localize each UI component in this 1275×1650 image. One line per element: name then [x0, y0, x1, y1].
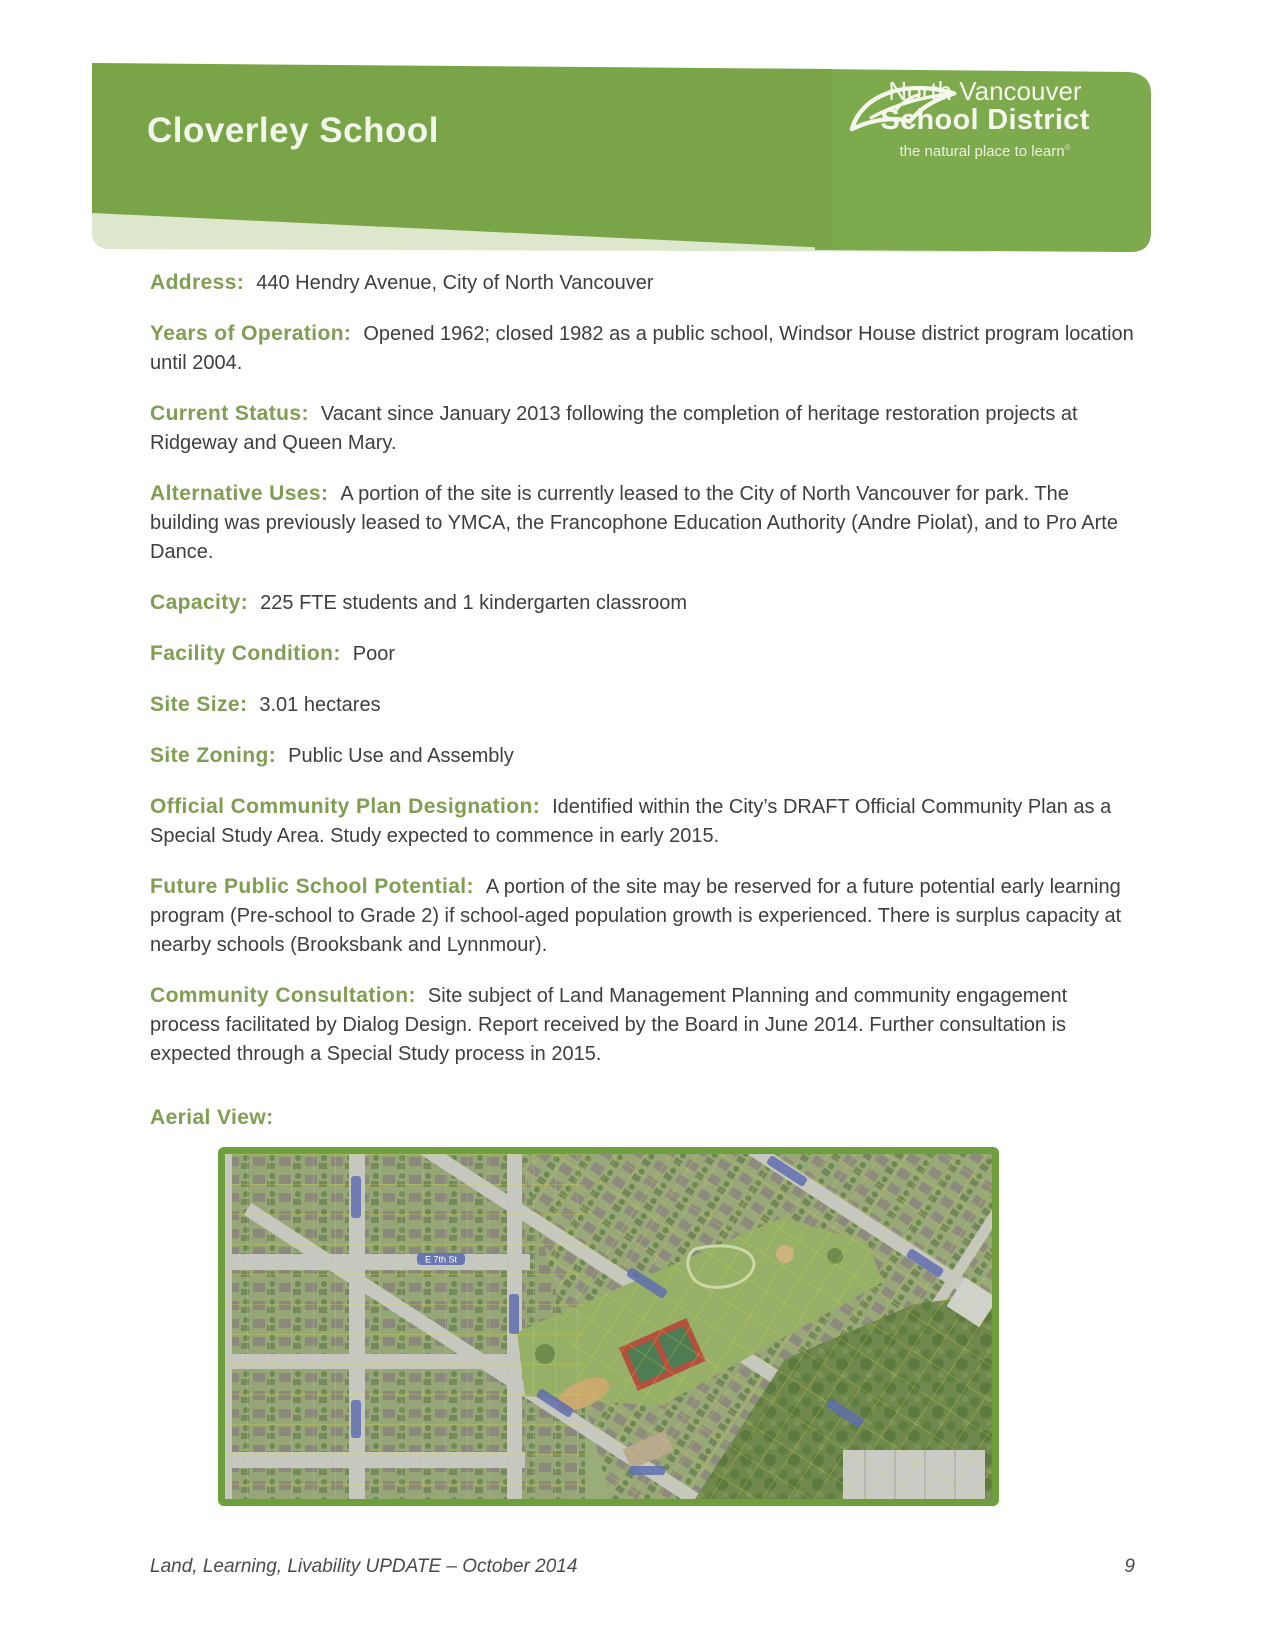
field-label: Site Size:: [150, 693, 248, 716]
field-row-years-of-operation: [150, 319, 1140, 378]
aerial-view-heading: [150, 1103, 1140, 1133]
field-label: Aerial View:: [150, 1106, 274, 1129]
page-content: [150, 268, 1140, 1506]
field-text: A portion of the site is currently leased to the City of North Vancouver for park. The building was previously leased to YMCA, the Francophone Education Authority (Andre Piolat), and to Pro Arte Dance.: [150, 483, 1118, 563]
field-label: Future Public School Potential:: [150, 875, 474, 898]
field-row-site-size: [150, 690, 1140, 720]
field-row-community-consultation: [150, 981, 1140, 1069]
logo-tagline-text: the natural place to learn: [899, 143, 1065, 160]
field-row-ocp-designation: [150, 792, 1140, 851]
field-text: Poor: [352, 643, 396, 665]
page-title: Cloverley School: [147, 111, 439, 150]
field-label: Community Consultation:: [150, 984, 416, 1007]
field-row-future-school-potential: [150, 872, 1140, 960]
street-label: E 7th St: [424, 1254, 458, 1265]
field-text: Site subject of Land Management Planning and community engagement process facilitated by Dialog Design. Report received by the Board in June 2014. Further consultation is expected through a Special Study process in 2015.: [150, 985, 1068, 1065]
field-text: Vacant since January 2013 following the completion of heritage restoration projects at Ridgeway and Queen Mary.: [150, 403, 1078, 454]
field-label: Site Zoning:: [150, 744, 277, 767]
field-text: 440 Hendry Avenue, City of North Vancouver: [256, 272, 654, 294]
field-row-capacity: [150, 588, 1140, 618]
footer-title: Land, Learning, Livability UPDATE – October 2014: [150, 1556, 578, 1577]
field-row-facility-condition: [150, 639, 1140, 669]
field-row-alternative-uses: [150, 479, 1140, 567]
field-text: Identified within the City’s DRAFT Official Community Plan as a Special Study Area. Study expected to commence in early 2015.: [150, 796, 1112, 847]
field-text: 225 FTE students and 1 kindergarten classroom: [260, 592, 688, 614]
logo-trademark: ®: [1064, 143, 1071, 152]
logo-org-line1: North Vancouver: [888, 76, 1082, 106]
field-label: Facility Condition:: [150, 642, 341, 665]
parcel-lines-grid: [225, 1154, 585, 1499]
field-label: Years of Operation:: [150, 322, 352, 345]
field-text: Opened 1962; closed 1982 as a public school, Windsor House district program location until 2004.: [150, 323, 1134, 374]
aerial-map-graphic: [225, 1154, 992, 1499]
field-row-address: [150, 268, 1140, 298]
field-label: Capacity:: [150, 591, 249, 614]
field-text: 3.01 hectares: [259, 694, 381, 716]
field-row-current-status: [150, 399, 1140, 458]
page-footer: [150, 1556, 1135, 1578]
field-text: Public Use and Assembly: [288, 745, 514, 767]
field-label: Address:: [150, 271, 245, 294]
field-label: Official Community Plan Designation:: [150, 795, 541, 818]
header-banner: [92, 63, 1151, 255]
page-number: 9: [1124, 1556, 1135, 1577]
aerial-photo: [218, 1147, 999, 1506]
field-label: Alternative Uses:: [150, 482, 329, 505]
district-logo: [845, 77, 1125, 162]
field-text: A portion of the site may be reserved for a future potential early learning program (Pre-school to Grade 2) if school-aged population growth is experienced. There is surplus capacity at nearby schools (Brooksbank and Lynnmour).: [150, 876, 1122, 956]
leaf-icon: [845, 77, 963, 135]
field-row-site-zoning: [150, 741, 1140, 771]
parcel-lines-diagonal: [520, 1154, 992, 1499]
field-label: Current Status:: [150, 402, 309, 425]
logo-org-line2: School District: [880, 104, 1090, 136]
logo-tagline: [845, 138, 1125, 162]
